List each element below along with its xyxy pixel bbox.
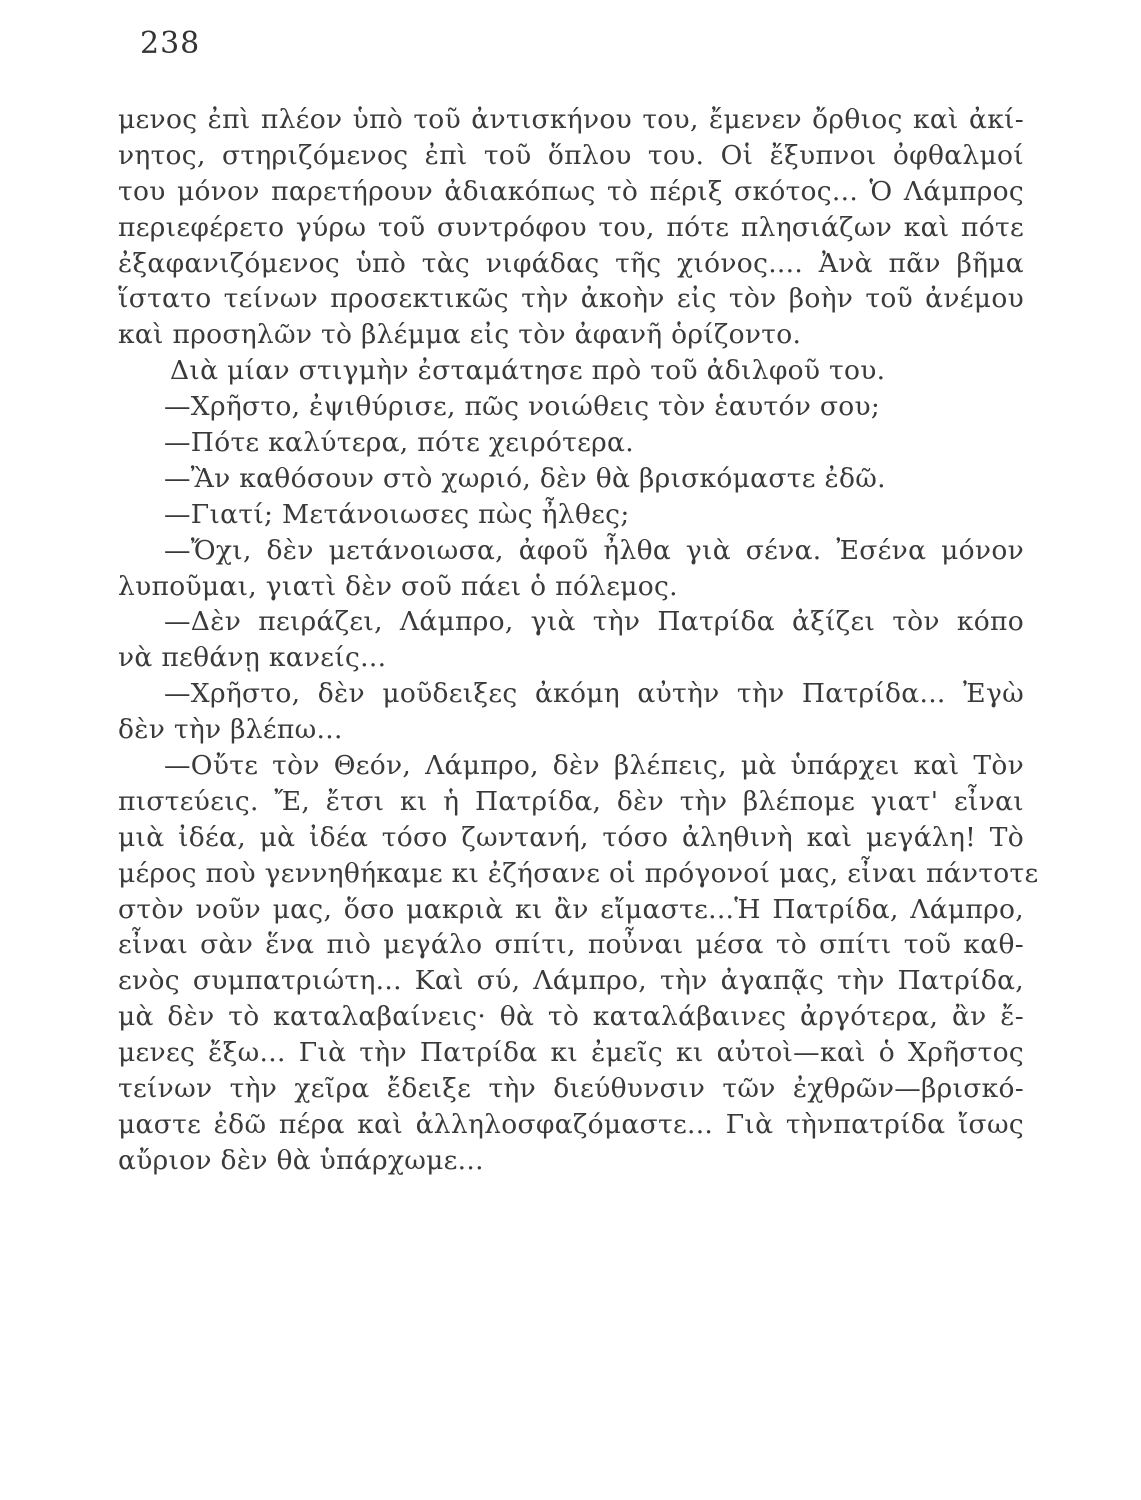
dialogue-line: —Οὔτε τὸν Θεόν, Λάμπρο, δὲν βλέπεις, μὰ ὑπάρχει καὶ Τὸν: [164, 750, 1024, 782]
text-line: στὸν νοῦν μας, ὅσο μακριὰ κι ἂν εἴμαστε...Ἡ Πατρίδα, Λάμπρο,: [118, 893, 1024, 925]
text-line: μαστε ἐδῶ πέρα καὶ ἀλληλοσφαζόμαστε... Γιὰ τὴνπατρίδα ἴσως: [118, 1108, 1024, 1140]
text-line: Διὰ μίαν στιγμὴν ἐσταμάτησε πρὸ τοῦ ἀδιλφοῦ του.: [170, 355, 886, 387]
page-number: 238: [140, 26, 201, 61]
text-line: νὰ πεθάνῃ κανείς...: [118, 642, 387, 674]
text-line: ἐξαφανιζόμενος ὑπὸ τὰς νιφάδας τῆς χιόνος.... Ἀνὰ πᾶν βῆμα: [118, 247, 1024, 279]
text-line: μιὰ ἰδέα, μὰ ἰδέα τόσο ζωντανή, τόσο ἀληθινὴ καὶ μεγάλη! Τὸ: [118, 821, 1024, 853]
text-line: ενὸς συμπατριώτη... Καὶ σύ, Λάμπρο, τὴν ἀγαπᾷς τὴν Πατρίδα,: [118, 965, 1024, 997]
text-line: ἵστατο τείνων προσεκτικῶς τὴν ἀκοὴν εἰς τὸν βοὴν τοῦ ἀνέμου: [118, 283, 1024, 315]
text-line: τείνων τὴν χεῖρα ἔδειξε τὴν διεύθυνσιν τῶν ἐχθρῶν—βρισκό-: [118, 1073, 1024, 1105]
dialogue-line: —Δὲν πειράζει, Λάμπρο, γιὰ τὴν Πατρίδα ἀξίζει τὸν κόπο: [164, 606, 1024, 638]
text-line: πιστεύεις. Ἔ, ἔτσι κι ἡ Πατρίδα, δὲν τὴν βλέπομε γιατ' εἶναι: [118, 785, 1024, 817]
dialogue-line: —Ὄχι, δὲν μετάνοιωσα, ἀφοῦ ἦλθα γιὰ σένα. Ἐσένα μόνον: [164, 534, 1024, 566]
dialogue-line: —Χρῆστο, δὲν μοῦδειξες ἀκόμη αὐτὴν τὴν Πατρίδα... Ἐγὼ: [164, 678, 1024, 710]
text-line: μενος ἐπὶ πλέον ὑπὸ τοῦ ἀντισκήνου του, ἔμενεν ὄρθιος καὶ ἀκί-: [118, 104, 1024, 135]
dialogue-line: —Πότε καλύτερα, πότε χειρότερα.: [164, 427, 634, 459]
text-line: του μόνον παρετήρουν ἀδιακόπως τὸ πέριξ σκότος... Ὁ Λάμπρος: [118, 175, 1024, 207]
text-line: λυποῦμαι, γιατὶ δὲν σοῦ πάει ὁ πόλεμος.: [118, 570, 678, 602]
text-line: καὶ προσηλῶν τὸ βλέμμα εἰς τὸν ἀφανῆ ὁρίζοντο.: [118, 319, 802, 351]
text-line: δὲν τὴν βλέπω...: [118, 714, 343, 746]
text-line: περιεφέρετο γύρω τοῦ συντρόφου του, πότε πλησιάζων καὶ πότε: [118, 211, 1024, 243]
text-line: μὰ δὲν τὸ καταλαβαίνεις· θὰ τὸ καταλάβαινες ἀργότερα, ἂν ἔ-: [118, 1001, 1024, 1033]
text-line: εἶναι σὰν ἕνα πιὸ μεγάλο σπίτι, ποὖναι μέσα τὸ σπίτι τοῦ καθ-: [118, 929, 1024, 961]
dialogue-line: —Ἂν καθόσουν στὸ χωριό, δὲν θὰ βρισκόμαστε ἐδῶ.: [164, 462, 886, 494]
text-line: μενες ἔξω... Γιὰ τὴν Πατρίδα κι ἐμεῖς κι αὐτοὶ—καὶ ὁ Χρῆστος: [118, 1037, 1024, 1069]
text-line: μέρος ποὺ γεννηθήκαμε κι ἐζήσανε οἱ πρόγονοί μας, εἶναι πάντοτε: [118, 857, 1039, 889]
text-line: νητος, στηριζόμενος ἐπὶ τοῦ ὅπλου του. Οἱ ἔξυπνοι ὀφθαλμοί: [118, 139, 1024, 171]
text-line: αὔριον δὲν θὰ ὑπάρχωμε...: [118, 1144, 484, 1176]
dialogue-line: —Γιατί; Μετάνοιωσες πὼς ἦλθες;: [164, 498, 630, 530]
body-text: [118, 102, 1039, 1179]
dialogue-line: —Χρῆστο, ἐψιθύρισε, πῶς νοιώθεις τὸν ἑαυτόν σου;: [164, 391, 881, 423]
